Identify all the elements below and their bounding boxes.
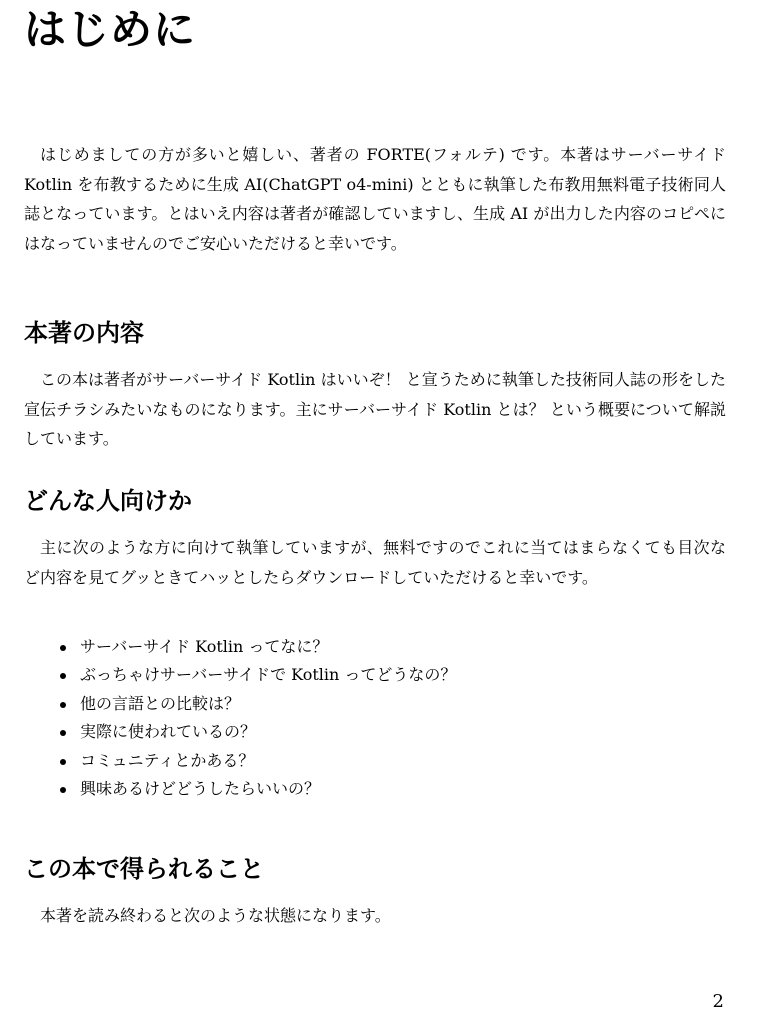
audience-paragraph: 主に次のような方に向けて執筆していますが、無料ですのでこれに当てはまらなくても目次など内容を見てグッときてハッとしたらダウンロードしていただけると幸いです。 [24,538,726,587]
list-item-text: サーバーサイド Kotlin ってなに？ [80,637,329,656]
list-item [24,633,724,661]
bullet-icon [60,702,66,708]
gains-paragraph: 本著を読み終わると次のような状態になります。 [40,906,391,925]
page-number: 2 [712,991,724,1012]
bullet-icon [60,730,66,736]
list-item-text: コミュニティとかある？ [80,750,255,770]
bullet-icon [60,759,66,765]
list-item-text: ぶっちゃけサーバーサイドで Kotlin ってどうなの？ [80,665,457,685]
content-paragraph: この本は著者がサーバーサイド Kotlin はいいぞ！ と宣うために執筆した技術同人誌の形をした宣伝チラシみたいなものになります。主にサーバーサイド Kotlin とは？ という概要について解説しています。 [24,370,726,448]
list-item-text: 実際に使われているの？ [80,722,257,742]
section-title-gains: この本で得られること [24,855,264,883]
section-title-audience: どんな人向けか [24,487,192,515]
list-item [24,775,724,803]
list-item [24,718,724,746]
list-item-text: 他の言語との比較は？ [80,693,241,713]
list-item [24,747,724,775]
list-item [24,661,724,689]
audience-list [24,633,724,803]
bullet-icon [60,673,66,679]
intro-paragraph: はじめましての方が多いと嬉しい、著者の FORTE(フォルテ) です。本著はサーバーサイド Kotlin を布教するために生成 AI(ChatGPT o4-mini) とともに執筆した布教用無料電子技術同人誌となっています。とはいえ内容は著者が確認していますし、生成 AI が出力した内容のコピペにはなっていませんのでご安心いただけると幸いです。 [24,145,726,253]
bullet-icon [60,787,66,793]
section-title-content: 本著の内容 [24,319,144,347]
list-item [24,690,724,718]
bullet-icon [60,645,66,651]
list-item-text: 興味あるけどどうしたらいいの？ [80,779,321,799]
page-title: はじめに [24,5,197,54]
